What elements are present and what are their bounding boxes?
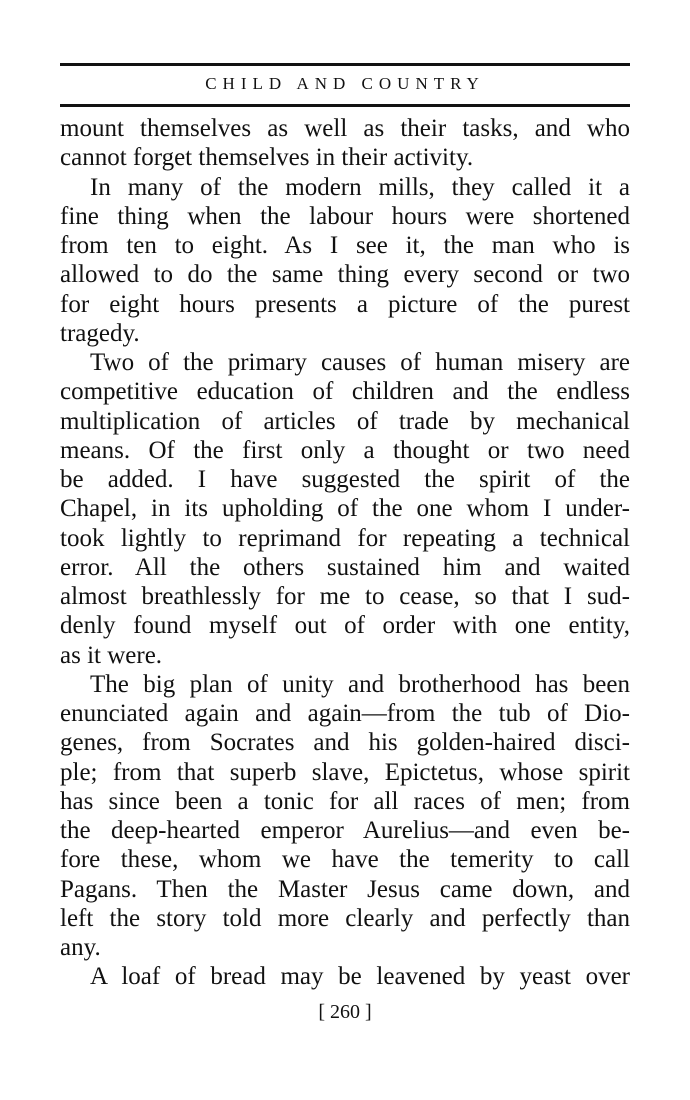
text-line: be added. I have suggested the spirit of the [60, 466, 630, 493]
text-line: cannot forget themselves in their activity. [60, 144, 474, 172]
text-line: ple; from that superb slave, Epictetus, whose spirit [60, 758, 630, 786]
text-line: has since been a tonic for all races of men; from [60, 787, 630, 815]
paragraph-first-line: The big plan of unity and brotherhood has been [90, 670, 630, 698]
text-line: for eight hours presents a picture of the purest [60, 290, 630, 318]
paragraph-first-line: Two of the primary causes of human misery are [90, 349, 630, 376]
text-line: means. Of the first only a thought or two need [60, 436, 630, 464]
book-page [60, 0, 630, 1100]
text-line: from ten to eight. As I see it, the man who is [60, 232, 630, 259]
paragraph-first-line: In many of the modern mills, they called it a [90, 173, 630, 201]
text-line: fore these, whom we have the temerity to call [60, 846, 630, 874]
text-line: enunciated again and again—from the tub of Dio- [60, 700, 630, 727]
text-line: fine thing when the labour hours were shortened [60, 202, 630, 230]
text-line: as it were. [60, 641, 163, 669]
text-line: multiplication of articles of trade by mechanical [60, 407, 630, 435]
text-line: left the story told more clearly and perfectly than [60, 904, 630, 932]
text-line: Chapel, in its upholding of the one whom I under- [60, 495, 630, 523]
text-line: the deep-hearted emperor Aurelius—and even be- [60, 817, 630, 844]
running-head: CHILD AND COUNTRY [205, 74, 485, 93]
text-line: denly found myself out of order with one entity, [60, 612, 630, 640]
header-rule-bottom [60, 104, 630, 107]
text-line: error. All the others sustained him and waited [60, 553, 630, 581]
paragraph-first-line: A loaf of bread may be leavened by yeast over [90, 963, 630, 991]
text-line: mount themselves as well as their tasks, and who [60, 115, 630, 142]
text-line: genes, from Socrates and his golden-haired disci- [60, 729, 630, 757]
text-line: allowed to do the same thing every second or two [60, 261, 630, 289]
text-line: any. [60, 934, 101, 961]
page-number: [ 260 ] [318, 1001, 372, 1023]
text-line: Pagans. Then the Master Jesus came down, and [60, 875, 630, 903]
header-rule-top [60, 63, 630, 66]
text-line: almost breathlessly for me to cease, so that I sud- [60, 583, 630, 610]
text-line: took lightly to reprimand for repeating a technical [60, 524, 630, 552]
text-line: competitive education of children and the endless [60, 378, 630, 406]
body-text [60, 114, 630, 992]
text-line: tragedy. [60, 319, 140, 347]
